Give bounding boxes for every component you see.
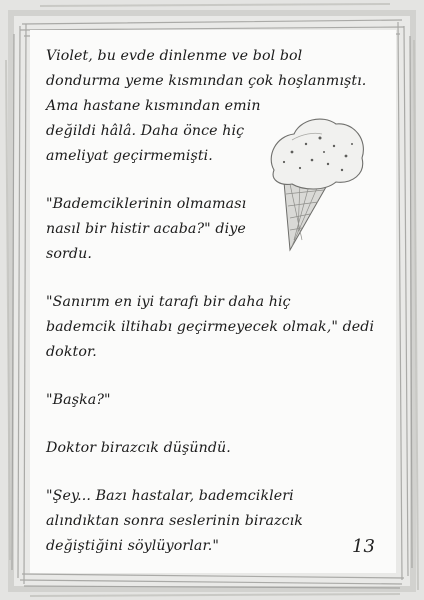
paragraph [46,290,396,365]
paragraph [46,484,396,559]
page-number: 13 [352,536,375,557]
text-line: nasıl bir histir acaba?" diye [46,221,246,237]
paragraph [46,436,396,461]
text-line: alındıktan sonra seslerinin birazcık [46,513,303,529]
paragraph [46,388,396,413]
text-line: doktor. [46,344,97,360]
text-line: "Bademciklerinin olmaması [46,196,247,212]
text-line: Doktor birazcık düşündü. [46,440,231,456]
text-line: bademcik iltihabı geçirmeyecek olmak," dedi [46,319,375,335]
text-line: "Başka?" [46,392,111,408]
paragraph [46,44,396,169]
story-text [46,44,396,559]
paragraph [46,192,396,267]
text-line: değiştiğini söylüyorlar." [46,538,220,554]
text-line: Ama hastane kısmından emin [46,98,261,114]
text-line: ameliyat geçirmemişti. [46,148,213,164]
text-line: "Şey... Bazı hastalar, bademcikleri [46,488,294,504]
text-line: dondurma yeme kısmından çok hoşlanmıştı. [46,73,367,89]
text-line: sordu. [46,246,92,262]
text-line: "Sanırım en iyi tarafı bir daha hiç [46,294,291,310]
text-line: değildi hâlâ. Daha önce hiç [46,123,245,139]
text-line: Violet, bu evde dinlenme ve bol bol [46,48,303,64]
